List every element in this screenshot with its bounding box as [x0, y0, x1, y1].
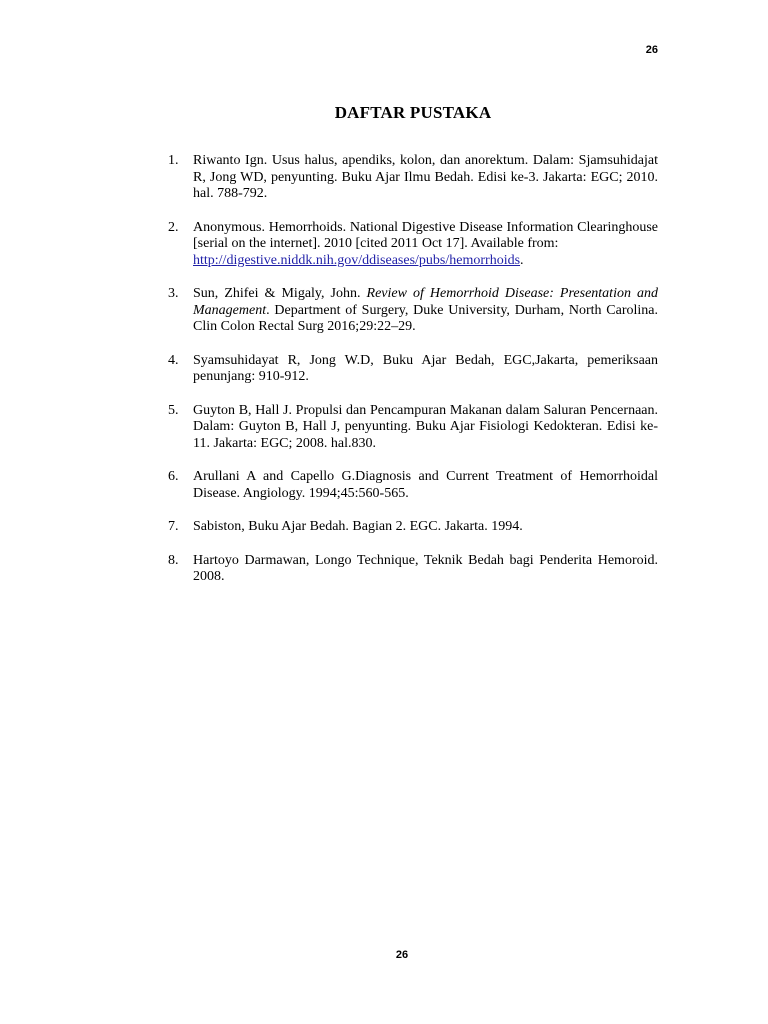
reference-item-3 — [168, 286, 658, 336]
reference-source: . Department of Surgery, Duke University, Durham, North Carolina. Clin Colon Rectal Surg 2016;29:22–29. — [193, 302, 658, 334]
reference-text: Guyton B, Hall J. Propulsi dan Pencampuran Makanan dalam Saluran Pencernaan. Dalam: Guyton B, Hall J, penyunting. Buku Ajar Fisiologi Kedokteran. Edisi ke-11. Jakarta: EGC; 2008. hal.830. — [193, 402, 658, 451]
reference-text: Hartoyo Darmawan, Longo Technique, Teknik Bedah bagi Penderita Hemoroid. 2008. — [193, 552, 658, 584]
reference-item-7 — [168, 519, 658, 536]
reference-number: 4. — [168, 352, 179, 368]
page-title: DAFTAR PUSTAKA — [334, 103, 492, 122]
reference-text: Riwanto Ign. Usus halus, apendiks, kolon, dan anorektum. Dalam: Sjamsuhidajat R, Jong WD, penyunting. Buku Ajar Ilmu Bedah. Edisi ke-3. Jakarta: EGC; 2010. hal. 788-792. — [193, 153, 658, 201]
reference-number: 5. — [168, 402, 179, 418]
reference-text: Sabiston, Buku Ajar Bedah. Bagian 2. EGC. Jakarta. 1994. — [193, 519, 523, 534]
reference-number: 1. — [168, 153, 179, 168]
reference-article-title: Review of Hemorrhoid Disease: Presentation and Management — [193, 286, 658, 318]
reference-text: Syamsuhidayat R, Jong W.D, Buku Ajar Bedah, EGC,Jakarta, pemeriksaan penunjang: 910-912. — [193, 352, 658, 384]
page-number-top: 26 — [645, 44, 658, 56]
reference-item-6 — [168, 469, 658, 502]
reference-link-line — [193, 253, 658, 270]
reference-authors: Sun, Zhifei & Migaly, John. — [193, 286, 367, 301]
reference-item-1 — [168, 153, 658, 203]
reference-text — [193, 286, 658, 336]
reference-number: 2. — [168, 219, 179, 235]
reference-link[interactable]: http://digestive.niddk.nih.gov/ddiseases/pubs/hemorrhoids — [193, 252, 521, 268]
reference-number: 7. — [168, 519, 179, 534]
reference-link-suffix: . — [520, 252, 524, 268]
reference-item-4 — [168, 353, 658, 386]
reference-item-8 — [168, 553, 658, 586]
reference-list — [168, 153, 658, 603]
reference-number: 3. — [168, 286, 179, 301]
reference-text: Anonymous. Hemorrhoids. National Digestive Disease Information Clearinghouse [serial on the internet]. 2010 [cited 2011 Oct 17]. Available from: — [193, 219, 658, 251]
reference-item-5 — [168, 403, 658, 453]
reference-number: 8. — [168, 552, 179, 568]
reference-number: 6. — [168, 469, 179, 484]
reference-text: Arullani A and Capello G.Diagnosis and Current Treatment of Hemorrhoidal Disease. Angiology. 1994;45:560-565. — [193, 469, 658, 501]
page-number-bottom: 26 — [395, 949, 409, 961]
reference-item-2 — [168, 220, 658, 270]
